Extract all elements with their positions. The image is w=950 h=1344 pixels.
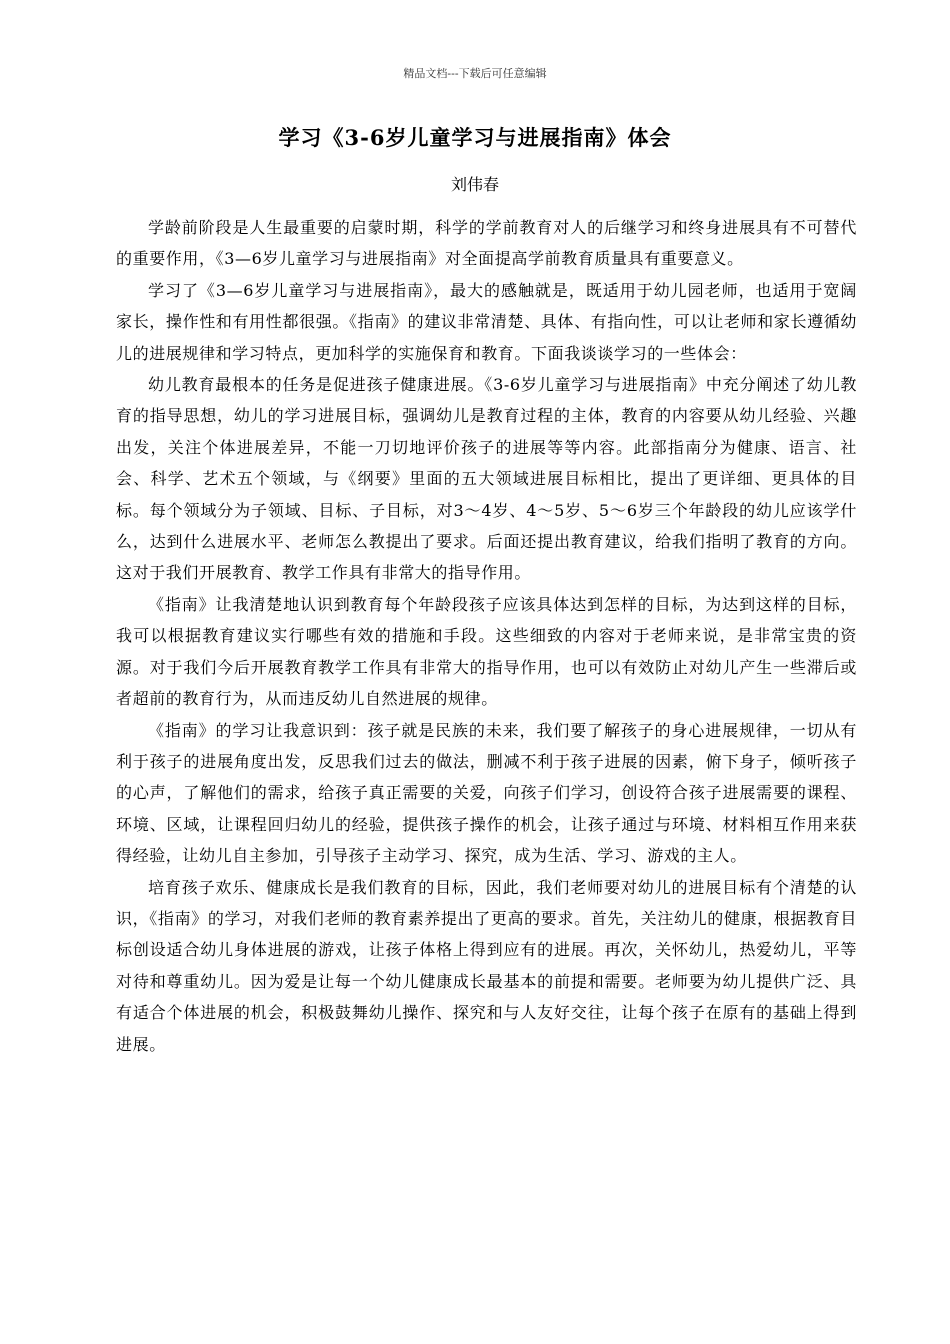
paragraph-5: 《指南》的学习让我意识到：孩子就是民族的未来，我们要了解孩子的身心进展规律，一切从有利于孩子的进展角度出发，反思我们过去的做法，删减不利于孩子进展的因素，俯下身子，倾听孩子的心声，了解他们的需求，给孩子真正需要的关爱，向孩子们学习，创设符合孩子进展需要的课程、环境、区域，让课程回归幼儿的经验，提供孩子操作的机会，让孩子通过与环境、材料相互作用来获得经验，让幼儿自主参加，引导孩子主动学习、探究，成为生活、学习、游戏的主人。 (116, 720, 857, 866)
body-text (116, 212, 857, 1060)
paragraph-2: 学习了《3—6岁儿童学习与进展指南》，最大的感触就是，既适用于幼儿园老师，也适用于宽阔家长，操作性和有用性都很强。《指南》的建议非常清楚、具体、有指向性，可以让老师和家长遵循幼儿的进展规律和学习特点，更加科学的实施保育和教育。下面我谈谈学习的一些体会： (116, 280, 857, 363)
paragraph-1: 学龄前阶段是人生最重要的启蒙时期，科学的学前教育对人的后继学习和终身进展具有不可替代的重要作用，《3—6岁儿童学习与进展指南》对全面提高学前教育质量具有重要意义。 (116, 218, 857, 269)
author-name: 刘伟春 (450, 175, 499, 194)
paragraph-3: 幼儿教育最根本的任务是促进孩子健康进展。《3-6岁儿童学习与进展指南》中充分阐述了幼儿教育的指导思想，幼儿的学习进展目标，强调幼儿是教育过程的主体，教育的内容要从幼儿经验、兴趣出发，关注个体进展差异，不能一刀切地评价孩子的进展等等内容。此部指南分为健康、语言、社会、科学、艺术五个领域，与《纲要》里面的五大领域进展目标相比，提出了更详细、更具体的目标。每个领域分为子领域、目标、子目标，对3～4岁、4～5岁、5～6岁三个年龄段的幼儿应该学什么，达到什么进展水平、老师怎么教提出了要求。后面还提出教育建议，给我们指明了教育的方向。这对于我们开展教育、教学工作具有非常大的指导作用。 (116, 375, 857, 583)
header-note: 精品文档---下载后可任意编辑 (403, 67, 547, 80)
paragraph-6: 培育孩子欢乐、健康成长是我们教育的目标，因此，我们老师要对幼儿的进展目标有个清楚的认识，《指南》的学习，对我们老师的教育素养提出了更高的要求。首先，关注幼儿的健康，根据教育目标创设适合幼儿身体进展的游戏，让孩子体格上得到应有的进展。再次，关怀幼儿，热爱幼儿，平等对待和尊重幼儿。因为爱是让每一个幼儿健康成长最基本的前提和需要。老师要为幼儿提供广泛、具有适合个体进展的机会，积极鼓舞幼儿操作、探究和与人友好交往，让每个孩子在原有的基础上得到进展。 (116, 877, 857, 1054)
paragraph-4: 《指南》让我清楚地认识到教育每个年龄段孩子应该具体达到怎样的目标，为达到这样的目标，我可以根据教育建议实行哪些有效的措施和手段。这些细致的内容对于老师来说，是非常宝贵的资源。对于我们今后开展教育教学工作具有非常大的指导作用，也可以有效防止对幼儿产生一些滞后或者超前的教育行为，从而违反幼儿自然进展的规律。 (116, 594, 857, 709)
document-title: 学习《3-6岁儿童学习与进展指南》体会 (278, 125, 672, 150)
